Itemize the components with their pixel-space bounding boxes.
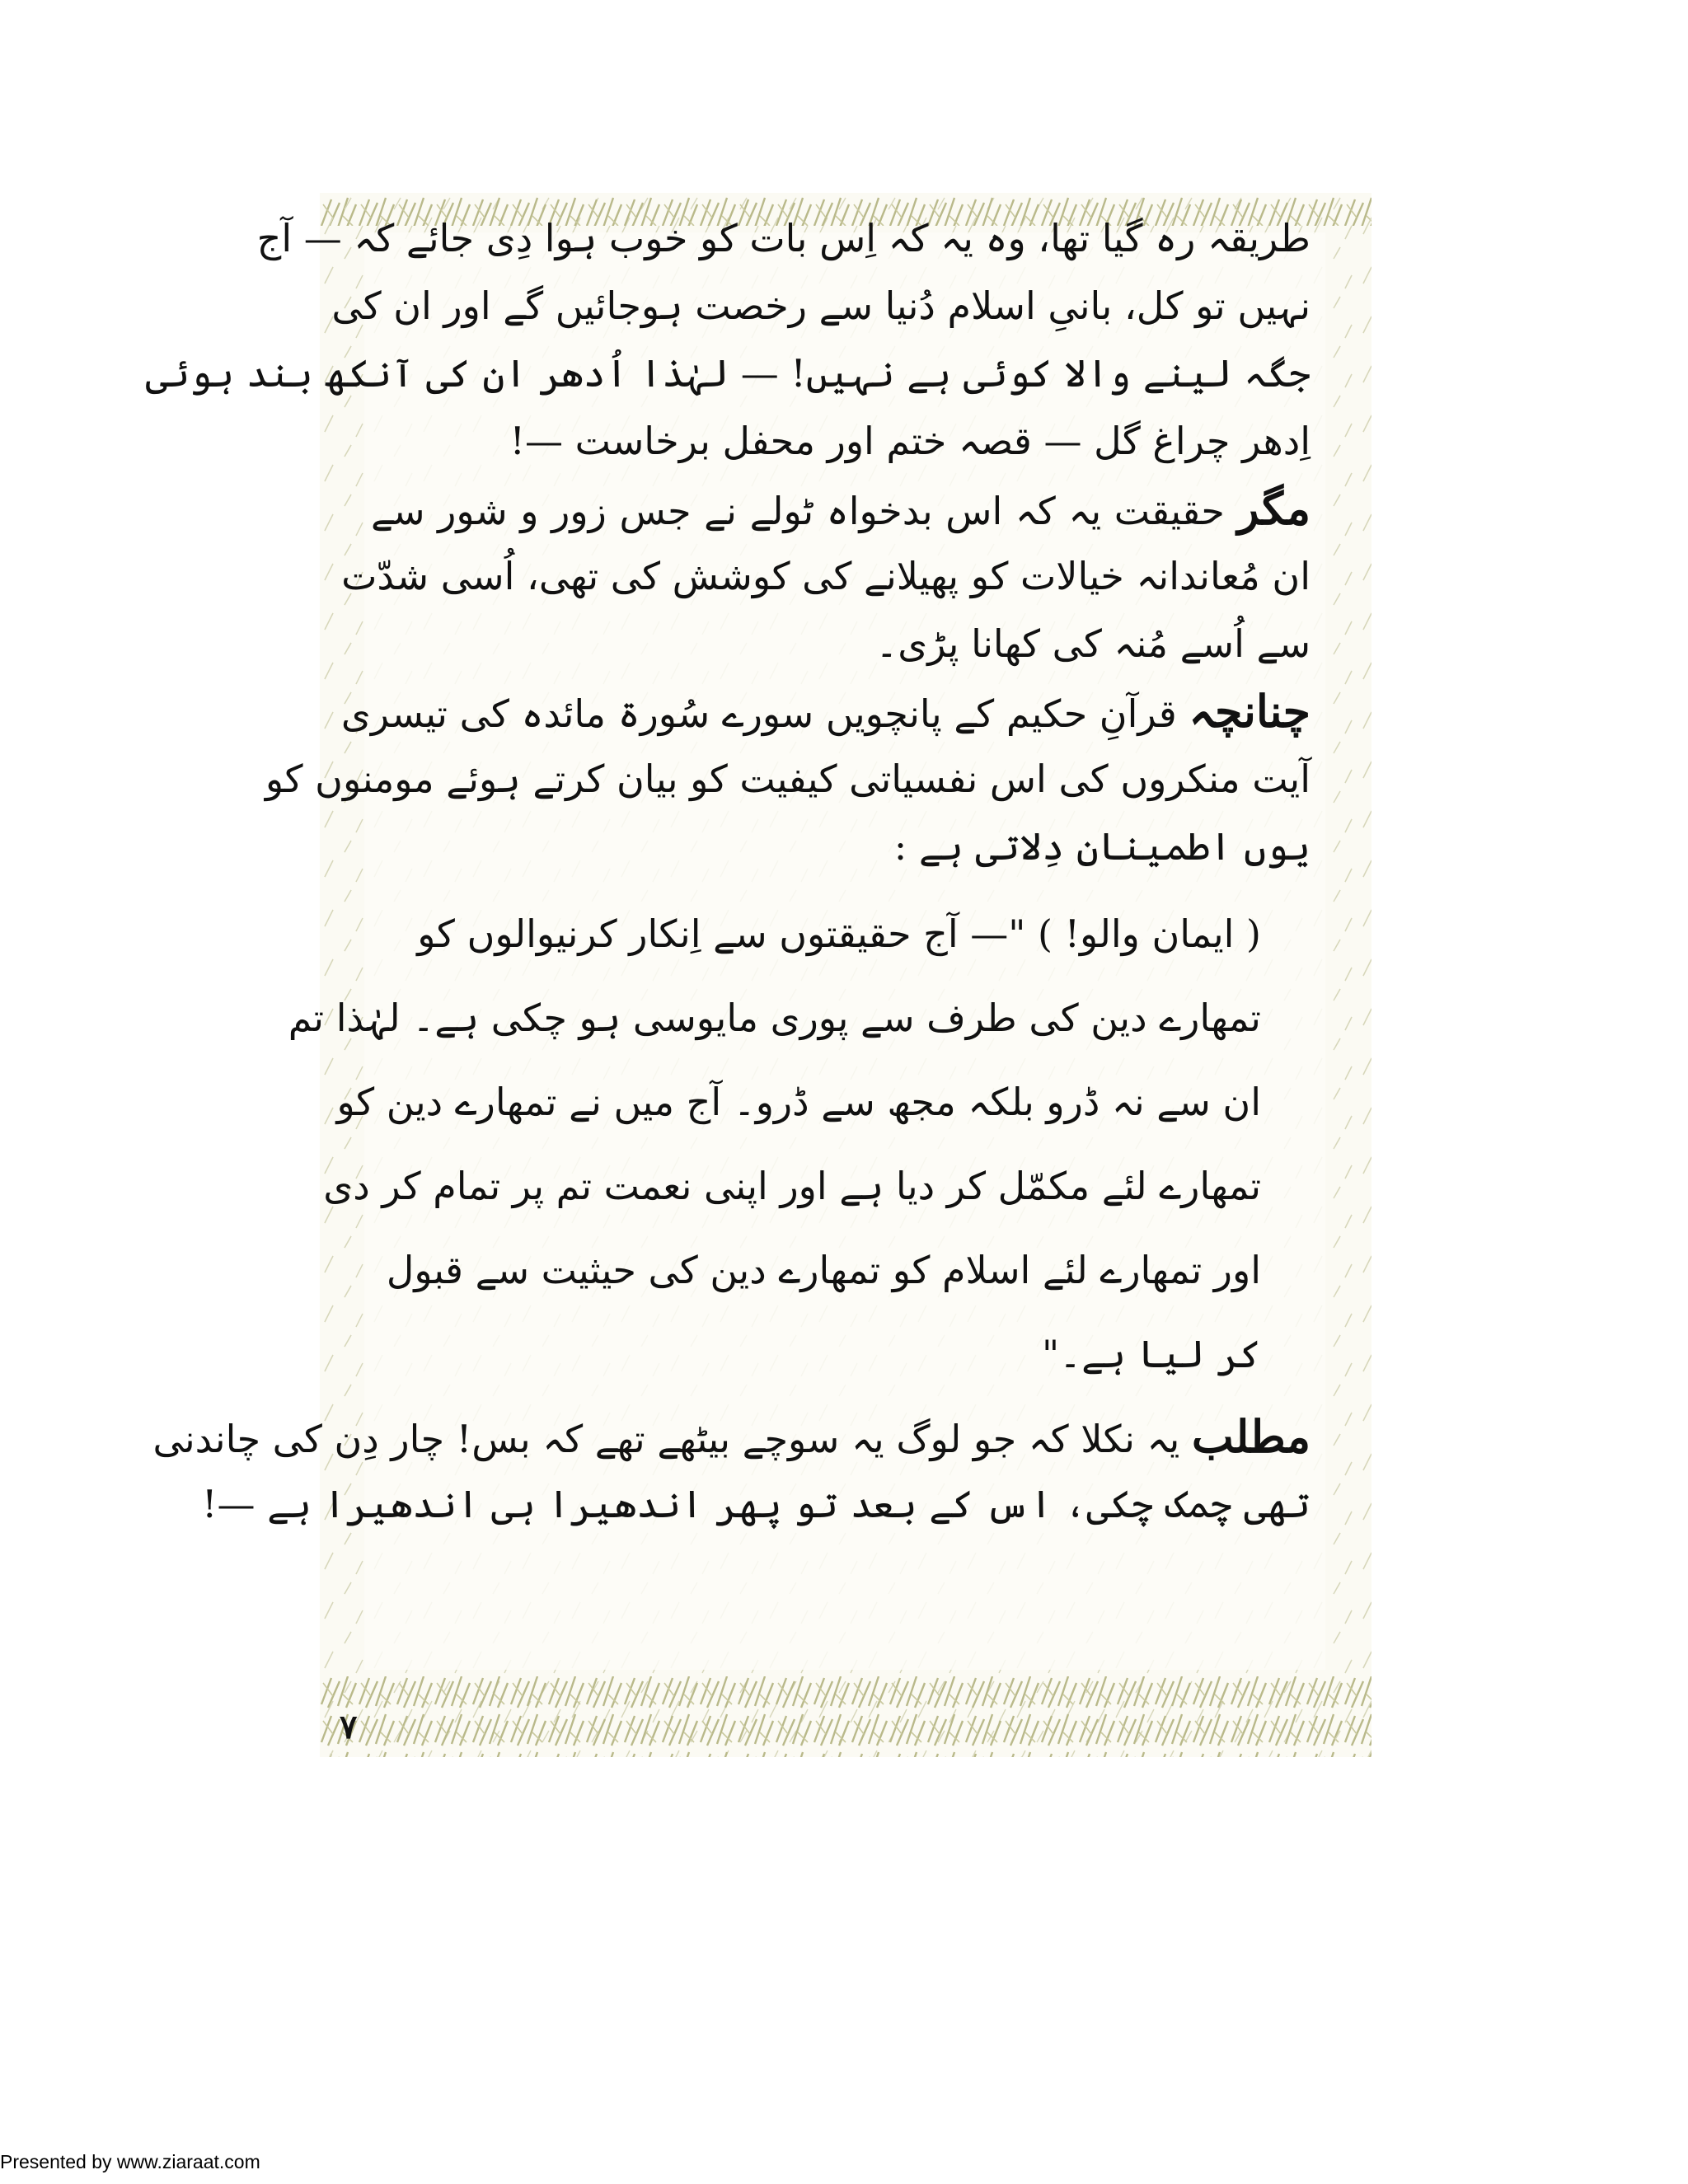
quranic-quote: [288, 892, 1261, 1396]
quote-line: ( ایمان والو! ) "— آج حقیقتوں سے اِنکار کرنیوالوں کو: [417, 912, 1261, 956]
lead-word: مطلب: [1191, 1410, 1311, 1463]
lead-word: مگر: [1237, 482, 1311, 535]
book-page: [145, 193, 1372, 1757]
text-line: مطلب یہ نکلا کہ جو لوگ یہ سوچے بیٹھے تھے کہ بس! چار دِن کی چاندنی: [152, 1410, 1311, 1463]
text-line: جگہ لینے والا کوئی ہے نہیں! — لہٰذا اُدھر ان کی آنکھ بند ہوئی: [145, 351, 1311, 396]
text-line: مگر حقیقت یہ کہ اس بدخواہ ٹولے نے جس زور و شور سے: [371, 482, 1311, 535]
text-line: تھی چمک چکی، اس کے بعد تو پھر اندھیرا ہی اندھیرا ہے —!: [201, 1482, 1311, 1526]
text-line: طریقہ رہ گیا تھا، وہ یہ کہ اِس بات کو خوب ہوا دِی جائے کہ — آج: [256, 216, 1311, 260]
text-line: نہیں تو کل، بانیِ اسلام دُنیا سے رخصت ہوجائیں گے اور ان کی: [331, 284, 1311, 328]
urdu-text-body: [145, 204, 1311, 1538]
paragraph-3: [265, 677, 1311, 880]
text-line: اِدھر چراغ گل — قصہ ختم اور محفل برخاست —!: [509, 419, 1311, 463]
page-number: ۷: [340, 1708, 358, 1746]
lead-word: چنانچہ: [1189, 685, 1311, 738]
quote-line: تمھارے دین کی طرف سے پوری مایوسی ہو چکی ہے۔ لہٰذا تم: [288, 996, 1261, 1040]
text-line: چنانچہ قرآنِ حکیم کے پانچویں سورے سُورۃ مائدہ کی تیسری: [340, 685, 1311, 738]
quote-line: تمھارے لئے مکمّل کر دیا ہے اور اپنی نعمت تم پر تمام کر دی: [323, 1164, 1261, 1208]
quote-line: ان سے نہ ڈرو بلکہ مجھ سے ڈرو۔ آج میں نے تمھارے دین کو: [336, 1080, 1261, 1124]
quote-line: اور تمھارے لئے اسلام کو تمھارے دین کی حیثیت سے قبول: [386, 1248, 1261, 1292]
paragraph-4: [152, 1403, 1311, 1538]
quote-line: کر لیا ہے۔": [1041, 1332, 1261, 1376]
text-line: ان مُعاندانہ خیالات کو پھیلانے کی کوشش کی تھی، اُسی شدّت: [341, 554, 1311, 598]
text-line: یوں اطمینان دِلاتی ہے :: [893, 824, 1311, 869]
text-line: آیت منکروں کی اس نفسیاتی کیفیت کو بیان کرتے ہوئے مومنوں کو: [265, 757, 1311, 801]
text-line: سے اُسے مُنہ کی کھانا پڑی۔: [875, 621, 1311, 666]
footer-credit: Presented by www.ziaraat.com: [0, 2151, 260, 2172]
paragraph-2: [341, 475, 1311, 677]
paragraph-1: [145, 204, 1311, 475]
